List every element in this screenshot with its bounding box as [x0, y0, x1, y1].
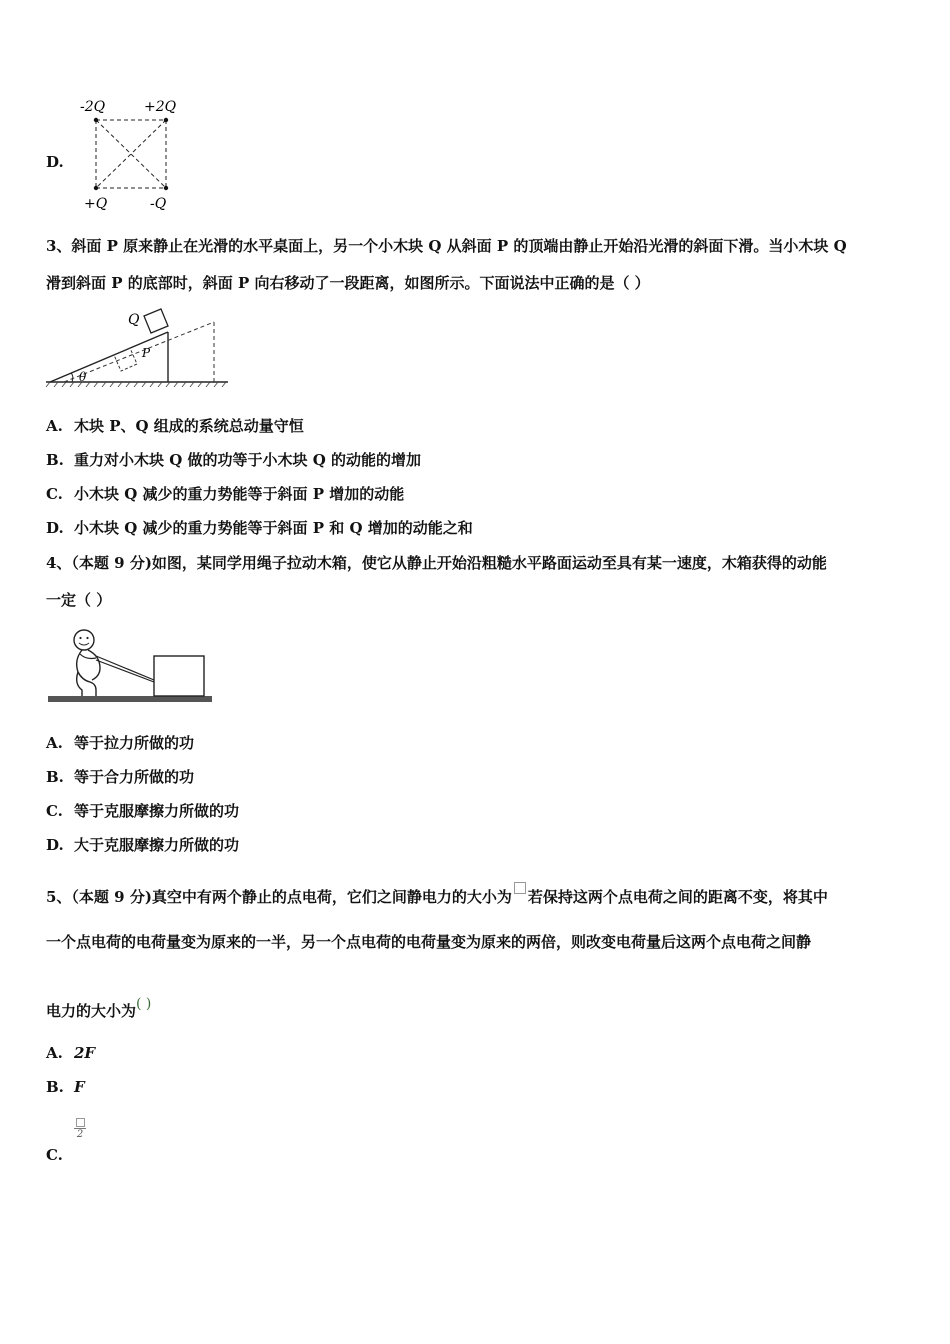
angle-arc: [71, 373, 73, 382]
ground-hatching: [46, 382, 226, 387]
label-bl: +Q: [84, 196, 108, 212]
charge-dot-tr: [164, 118, 168, 122]
option-letter: C.: [46, 485, 63, 503]
q2-option-d: [46, 152, 64, 172]
q5-stem-line3-text: 电力的大小为: [46, 1002, 137, 1020]
option-text: 等于合力所做的功: [74, 768, 195, 786]
fraction-denominator: 2: [74, 1128, 86, 1141]
option-text: 木块 P、Q 组成的系统总动量守恒: [74, 417, 304, 435]
q5-option-b: [46, 1077, 85, 1097]
option-text: 重力对小木块 Q 做的功等于小木块 Q 的动能的增加: [74, 451, 422, 469]
option-letter: C.: [46, 802, 63, 820]
q4-option-a: [46, 733, 194, 753]
rope-upper: [96, 656, 154, 680]
option-letter: B.: [46, 768, 64, 786]
q4-option-c: [46, 801, 239, 821]
q3-option-b: [46, 450, 421, 470]
option-letter: C.: [46, 1146, 63, 1164]
label-q: Q: [128, 312, 140, 328]
option-letter: A.: [46, 1044, 63, 1062]
charge-dot-tl: [94, 118, 98, 122]
option-letter: D.: [46, 836, 64, 854]
q4-stem-line1: 4、（本题 9 分)如图，某同学用绳子拉动木箱，使它从静止开始沿粗糙水平路面运动至具有某一速度，木箱获得的动能: [46, 554, 827, 572]
q4-option-d: [46, 835, 239, 855]
q3-option-c: [46, 484, 404, 504]
q5-stem-line1-a: 5、（本题 9 分)真空中有两个静止的点电荷，它们之间静电力的大小为: [46, 888, 512, 906]
label-theta: θ: [79, 370, 87, 384]
incline-dashed-slope: [64, 322, 214, 382]
wooden-box: [154, 656, 204, 696]
option-letter: A.: [46, 734, 63, 752]
label-tr: +2Q: [144, 99, 177, 115]
option-letter: D.: [46, 519, 64, 537]
pulling-box-figure: [44, 624, 216, 708]
person-body: [77, 650, 96, 696]
block-dashed: [114, 348, 137, 371]
q3-stem-line1: 3、斜面 P 原来静止在光滑的水平桌面上，另一个小木块 Q 从斜面 P 的顶端由静止开始沿光滑的斜面下滑。当小木块 Q: [46, 237, 847, 255]
option-letter: A.: [46, 417, 63, 435]
option-letter: B.: [46, 451, 64, 469]
option-text: 等于克服摩擦力所做的功: [74, 802, 240, 820]
option-text: F: [74, 1078, 85, 1096]
q3-option-a: [46, 416, 304, 436]
person-arm: [80, 654, 96, 659]
q3-stem-line2: 滑到斜面 P 的底部时，斜面 P 向右移动了一段距离，如图所示。下面说法中正确的是（ ）: [46, 274, 650, 292]
q4-stem-line2: 一定（ ）: [46, 591, 112, 609]
option-text: 等于拉力所做的功: [74, 734, 195, 752]
q5-stem-line1: [46, 882, 828, 907]
incline-figure: [44, 302, 234, 388]
block-q: [144, 309, 168, 333]
answer-paren: ( ): [136, 996, 152, 1012]
q5-stem-line2: 一个点电荷的电荷量变为原来的一半，另一个点电荷的电荷量变为原来的两倍，则改变电荷量后这两个点电荷之间静: [46, 933, 812, 951]
label-tl: -2Q: [80, 99, 106, 115]
missing-formula-icon: [514, 882, 526, 894]
label-br: -Q: [150, 196, 167, 212]
q5-stem-line3: [46, 994, 151, 1021]
option-text: 小木块 Q 减少的重力势能等于斜面 P 增加的动能: [74, 485, 405, 503]
rope-lower: [96, 660, 154, 682]
missing-formula-icon: [76, 1118, 85, 1127]
option-text: 小木块 Q 减少的重力势能等于斜面 P 和 Q 增加的动能之和: [74, 519, 473, 537]
q4-option-b: [46, 767, 194, 787]
q3-option-d: [46, 518, 473, 538]
charge-dot-br: [164, 186, 168, 190]
q5-stem-line1-b: 若保持这两个点电荷之间的距离不变，将其中: [527, 888, 828, 906]
option-text: 2F: [74, 1044, 96, 1062]
square-charges-figure: [78, 96, 188, 214]
q5-option-c: [46, 1145, 74, 1165]
incline-solid-slope: [50, 332, 168, 382]
option-letter: D.: [46, 153, 64, 171]
q5-option-a: [46, 1043, 95, 1063]
ground-bar: [48, 696, 212, 702]
charge-dot-bl: [94, 186, 98, 190]
label-p: P: [142, 346, 151, 360]
person-leg: [77, 672, 82, 696]
fraction-f-over-2: [74, 1118, 86, 1141]
option-text: 大于克服摩擦力所做的功: [74, 836, 240, 854]
person-head: [74, 630, 94, 650]
option-letter: B.: [46, 1078, 64, 1096]
